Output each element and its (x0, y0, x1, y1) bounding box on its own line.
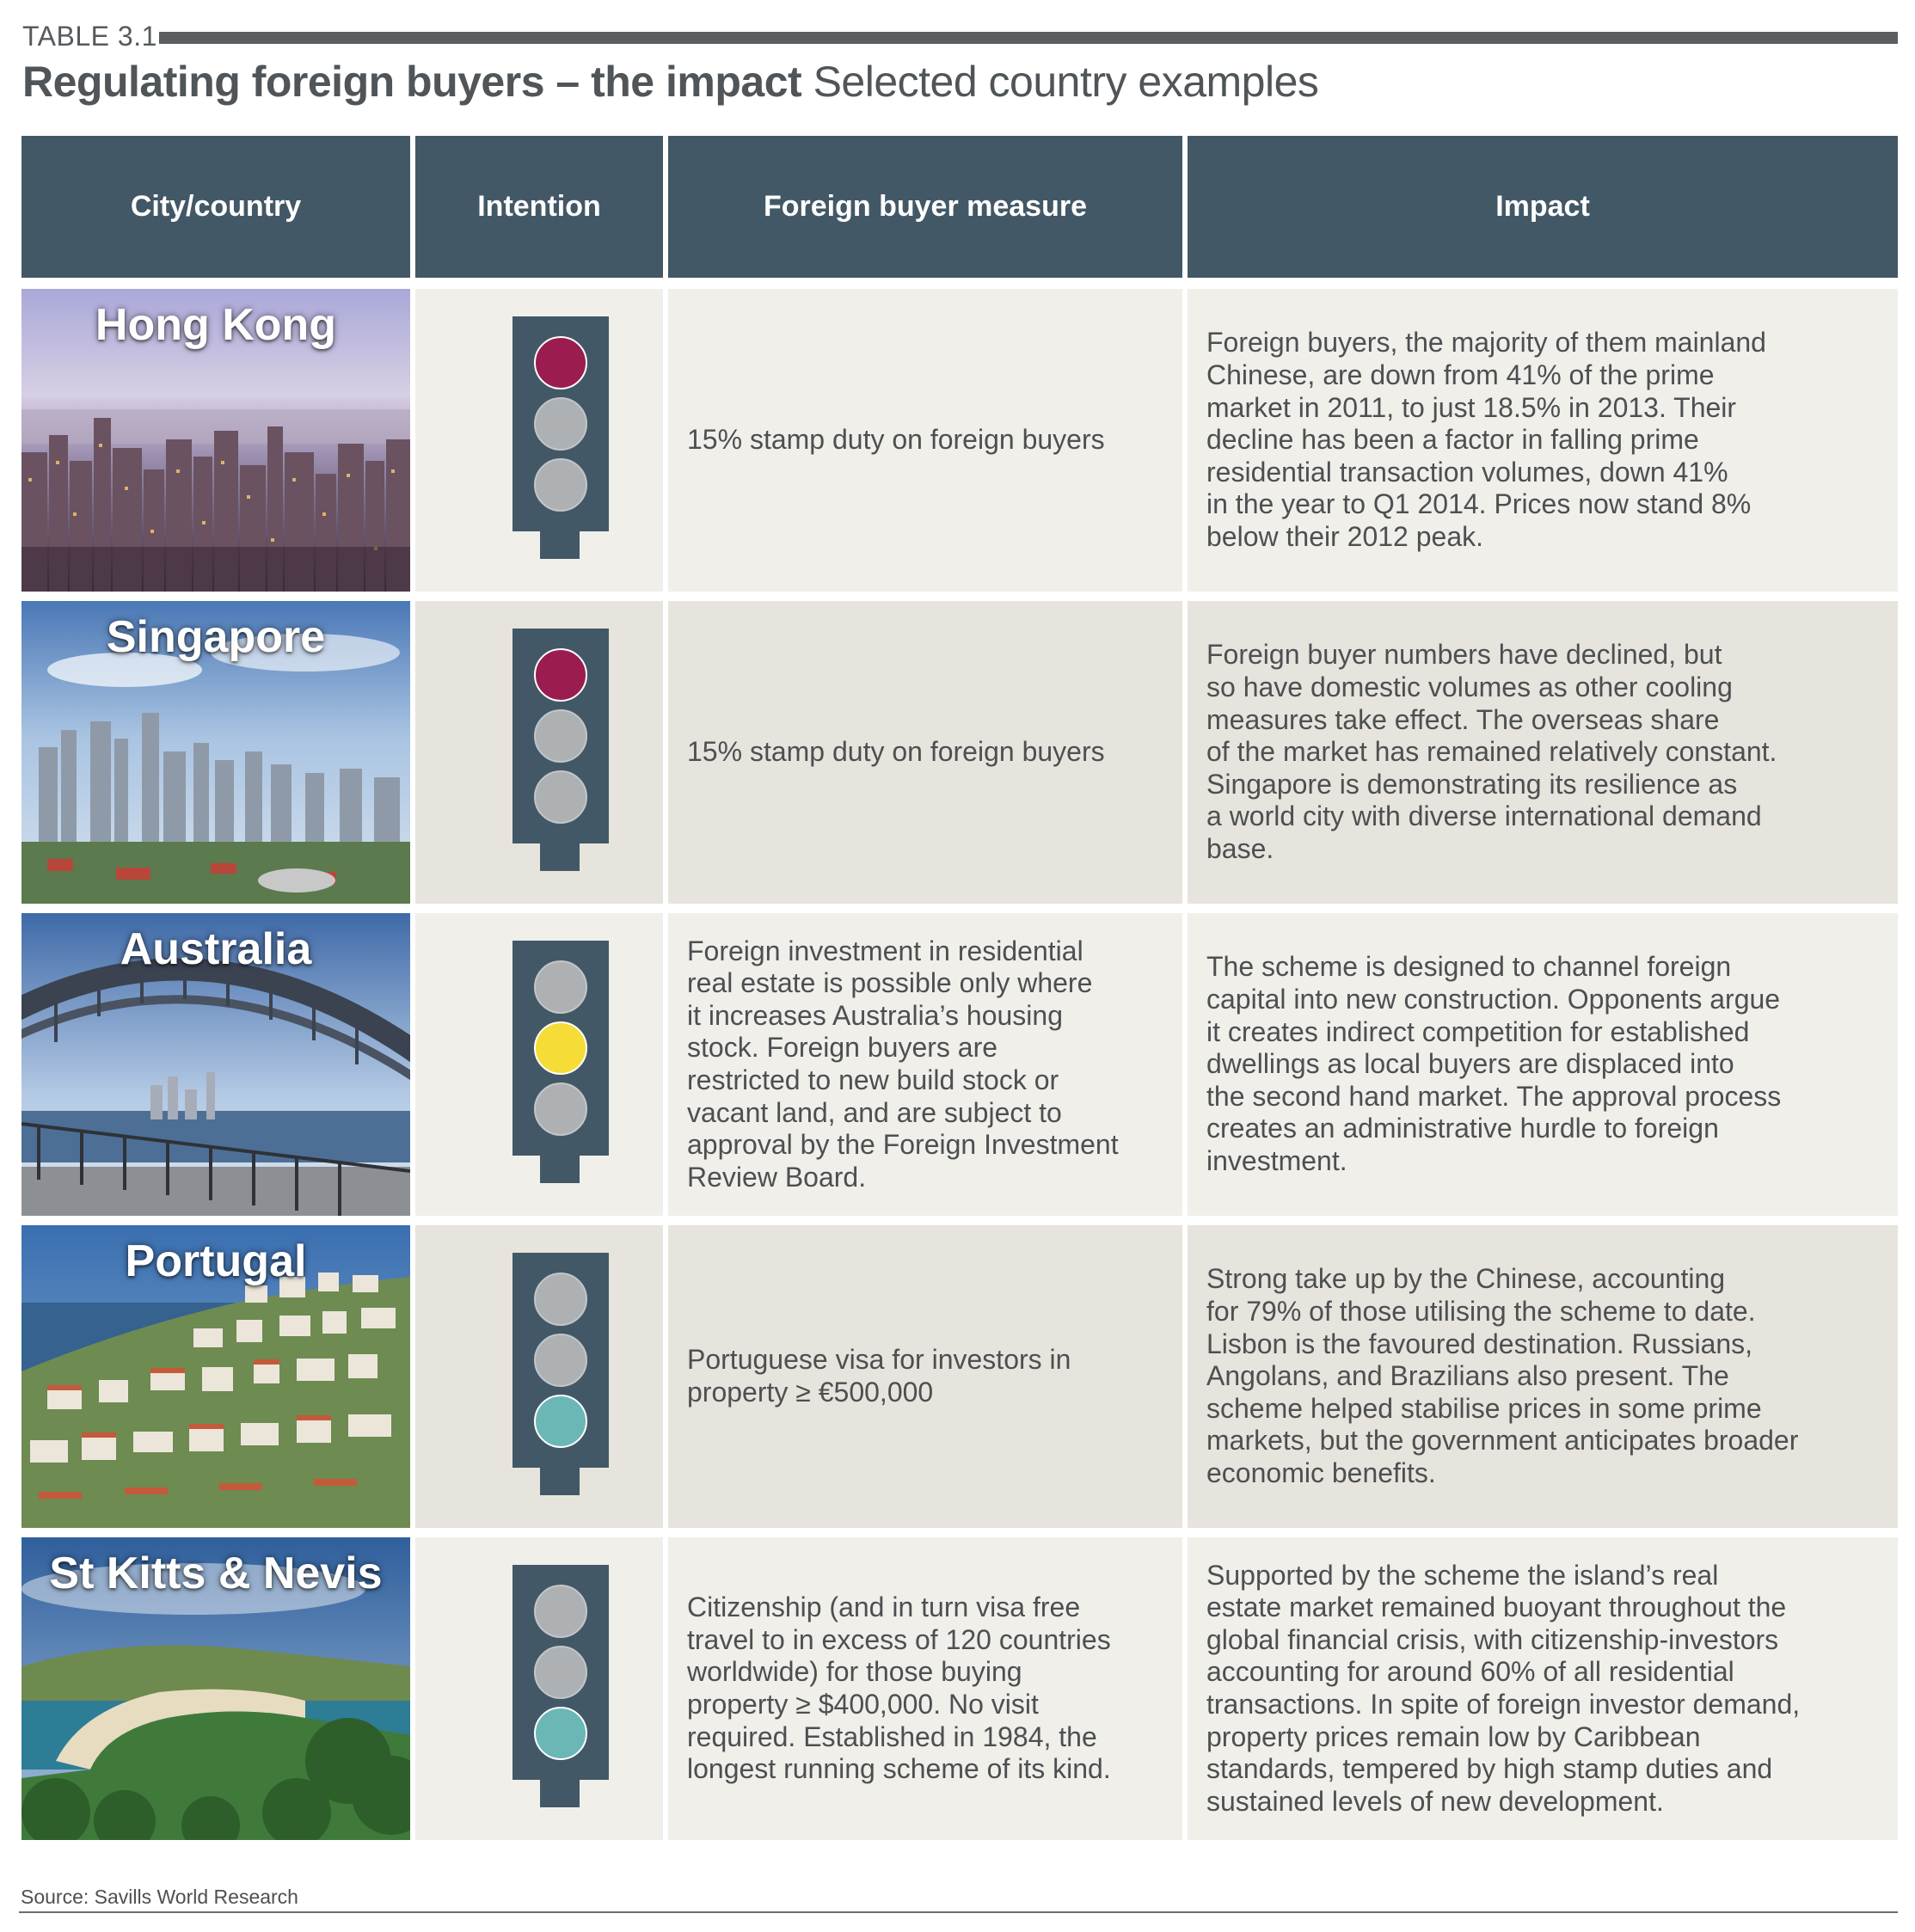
city-name: Singapore (106, 612, 326, 662)
measure-text: Portuguese visa for investors in property ≥ €500,000 (687, 1344, 1071, 1408)
amber-light-off (534, 397, 587, 451)
intention-cell (415, 1225, 663, 1528)
green-light-off (534, 458, 587, 512)
impact-cell (1188, 289, 1898, 592)
traffic-light-icon (513, 316, 609, 531)
measure-cell (668, 601, 1182, 904)
title-regular: Selected country examples (813, 58, 1319, 106)
amber-light-off (534, 709, 587, 763)
impact-cell (1188, 913, 1898, 1216)
traffic-light-stem (540, 1468, 580, 1495)
header-intention: Intention (415, 136, 663, 278)
measure-text: 15% stamp duty on foreign buyers (687, 424, 1105, 456)
table-row (21, 601, 1898, 904)
red-light-off (534, 960, 587, 1014)
traffic-light-icon (513, 1253, 609, 1468)
city-photo-hong-kong (21, 289, 410, 592)
city-photo-st-kitts-nevis (21, 1537, 410, 1840)
top-rule (159, 32, 1898, 44)
city-name: St Kitts & Nevis (49, 1549, 383, 1598)
traffic-light-icon (513, 629, 609, 843)
header-measure: Foreign buyer measure (668, 136, 1182, 278)
traffic-light-stem (540, 1156, 580, 1183)
table-label: TABLE 3.1 (22, 21, 157, 52)
header-impact: Impact (1188, 136, 1898, 278)
green-light-on (534, 1395, 587, 1448)
red-light-on (534, 336, 587, 389)
measure-cell (668, 289, 1182, 592)
amber-light-off (534, 1334, 587, 1387)
bottom-rule (19, 1911, 1898, 1913)
intention-cell (415, 913, 663, 1216)
table-row (21, 913, 1898, 1216)
source-note: Source: Savills World Research (21, 1886, 298, 1908)
measure-text: Foreign investment in residential real estate is possible only where it increases Australia’s housing stock. Foreign buyers are restricted to new build stock or vacant land, and are subject to approval by the Foreign Investment Review Board. (687, 935, 1119, 1193)
header-city: City/country (21, 136, 410, 278)
city-photo-portugal (21, 1225, 410, 1528)
impact-text: Foreign buyers, the majority of them mainland Chinese, are down from 41% of the prime market in 2011, to just 18.5% in 2013. Their decline has been a factor in falling prime residential transaction volumes, down 41% in the year to Q1 2014. Prices now stand 8% below their 2012 peak. (1206, 327, 1766, 552)
city-name: Portugal (125, 1236, 307, 1286)
traffic-light-icon (513, 941, 609, 1156)
intention-cell (415, 601, 663, 904)
measure-cell (668, 913, 1182, 1216)
city-photo-singapore (21, 601, 410, 904)
impact-cell (1188, 1225, 1898, 1528)
impact-cell (1188, 601, 1898, 904)
amber-light-off (534, 1646, 587, 1699)
green-light-off (534, 1083, 587, 1136)
measure-text: 15% stamp duty on foreign buyers (687, 736, 1105, 768)
measure-cell (668, 1225, 1182, 1528)
impact-text: Strong take up by the Chinese, accounting for 79% of those utilising the scheme to date. Lisbon is the favoured destination. Russians, Angolans, and Brazilians also present. The scheme helped stabilise prices in some prime markets, but the government anticipates broader economic benefits. (1206, 1263, 1799, 1488)
measure-cell (668, 1537, 1182, 1840)
intention-cell (415, 1537, 663, 1840)
red-light-off (534, 1273, 587, 1326)
city-name: Hong Kong (95, 300, 337, 350)
intention-cell (415, 289, 663, 592)
table-row (21, 289, 1898, 592)
title-bold: Regulating foreign buyers – the impact (22, 58, 802, 106)
impact-text: The scheme is designed to channel foreign capital into new construction. Opponents argue it creates indirect competition for established dwellings as local buyers are displaced into the second hand market. The approval process creates an administrative hurdle to foreign investment. (1206, 951, 1782, 1176)
city-photo-australia (21, 913, 410, 1216)
page-title (22, 57, 1318, 107)
impact-cell (1188, 1537, 1898, 1840)
measure-text: Citizenship (and in turn visa free travel to in excess of 120 countries worldwide) for those buying property ≥ $400,000. No visit required. Established in 1984, the longest running scheme of its kind. (687, 1592, 1111, 1785)
traffic-light-stem (540, 1780, 580, 1807)
red-light-on (534, 648, 587, 702)
traffic-light-stem (540, 531, 580, 559)
red-light-off (534, 1585, 587, 1638)
impact-text: Supported by the scheme the island’s real estate market remained buoyant throughout the global financial crisis, with citizenship-investors accounting for around 60% of all residential transactions. In spite of foreign investor demand, property prices remain low by Caribbean standards, tempered by high stamp duties and sustained levels of new development. (1206, 1559, 1801, 1817)
table-row (21, 1225, 1898, 1528)
green-light-off (534, 770, 587, 824)
amber-light-on (534, 1021, 587, 1075)
impact-text: Foreign buyer numbers have declined, but so have domestic volumes as other cooling measures take effect. The overseas share of the market has remained relatively constant. Singapore is demonstrating its resilience as a world city with diverse international demand base. (1206, 639, 1777, 864)
green-light-on (534, 1707, 587, 1760)
city-name: Australia (120, 924, 312, 974)
traffic-light-stem (540, 843, 580, 871)
traffic-light-icon (513, 1565, 609, 1780)
table-row (21, 1537, 1898, 1840)
